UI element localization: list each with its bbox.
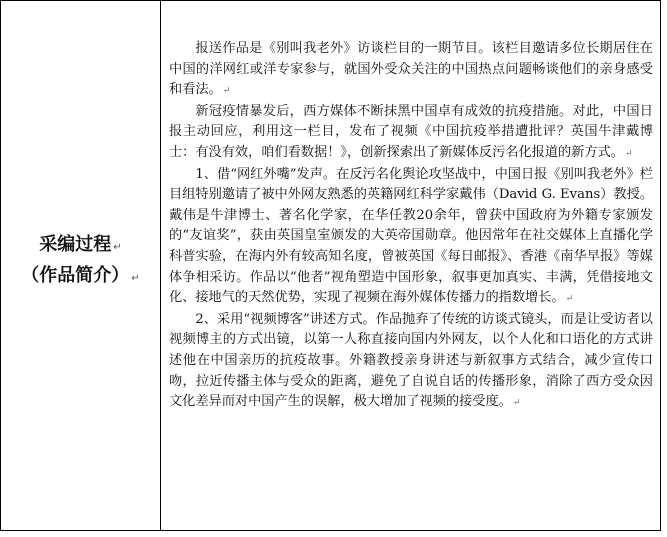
row-label-cell [1,231,160,293]
column-divider [160,1,161,530]
paragraph-intro: 报送作品是《别叫我老外》访谈栏目的一期节目。该栏目邀请多位长期居住在中国的洋网红或洋专家参与，就国外受众关注的中国热点问题畅谈他们的亲身感受和看法。↵ [169,41,653,98]
paragraph-point-1: 1、借“网红外嘴”发声。在反污名化舆论攻坚战中，中国日报《别叫我老外》栏目组特别邀请了被中外网友熟悉的英籍网红科学家戴伟（David G. Evans）教授。戴伟是牛津博士、著名化学家，在华任教20余年，曾获中国政府为外籍专家颁发的“友谊奖”，获由英国皇室颁发的大英帝国勋章。他因常年在社交媒体上直播化学科普实验，在海内外有较高知名度，曾被英国《每日邮报》、香港《南华早报》等媒体争相采访。作品以“他者”视角塑造中国形象，叙事更加真实、丰满，凭借接地文化、接地气的天然优势，实现了视频在海外媒体传播力的指数增长。↵ [169,166,653,306]
paragraph-mark-icon: ↵ [113,242,122,253]
paragraph-mark-icon: ↵ [512,398,521,409]
paragraph-mark-icon: ↵ [222,86,231,97]
row-label-subtitle: （作品简介） ↵ [21,265,140,286]
paragraph-mark-icon: ↵ [624,148,633,159]
paragraph-background: 新冠疫情暴发后，西方媒体不断抹黑中国卓有成效的抗疫措施。对此，中国日报主动回应，利用这一栏目，发布了视频《中国抗疫举措遭批评？英国牛津戴博士：有没有效，咱们看数据！》，创新探索出了新媒体反污名化报道的新方式。↵ [169,103,653,160]
content-cell [169,39,653,414]
paragraph-mark-icon: ↵ [565,294,574,305]
paragraph-point-2: 2、采用“视频博客”讲述方式。作品抛弃了传统的访谈式镜头，而是让受访者以视频博主的方式出镜，以第一人称直接向国内外网友，以个人化和口语化的方式讲述他在中国亲历的抗疫故事。外籍教授亲身讲述与新叙事方式结合，减少宣传口吻，拉近传播主体与受众的距离，避免了自说自话的传播形象，消除了西方受众因文化差异而对中国产生的误解，极大增加了视频的接受度。↵ [169,311,653,410]
row-label-title: 采编过程 ↵ [39,234,122,255]
paragraph-mark-icon: ↵ [131,273,140,284]
